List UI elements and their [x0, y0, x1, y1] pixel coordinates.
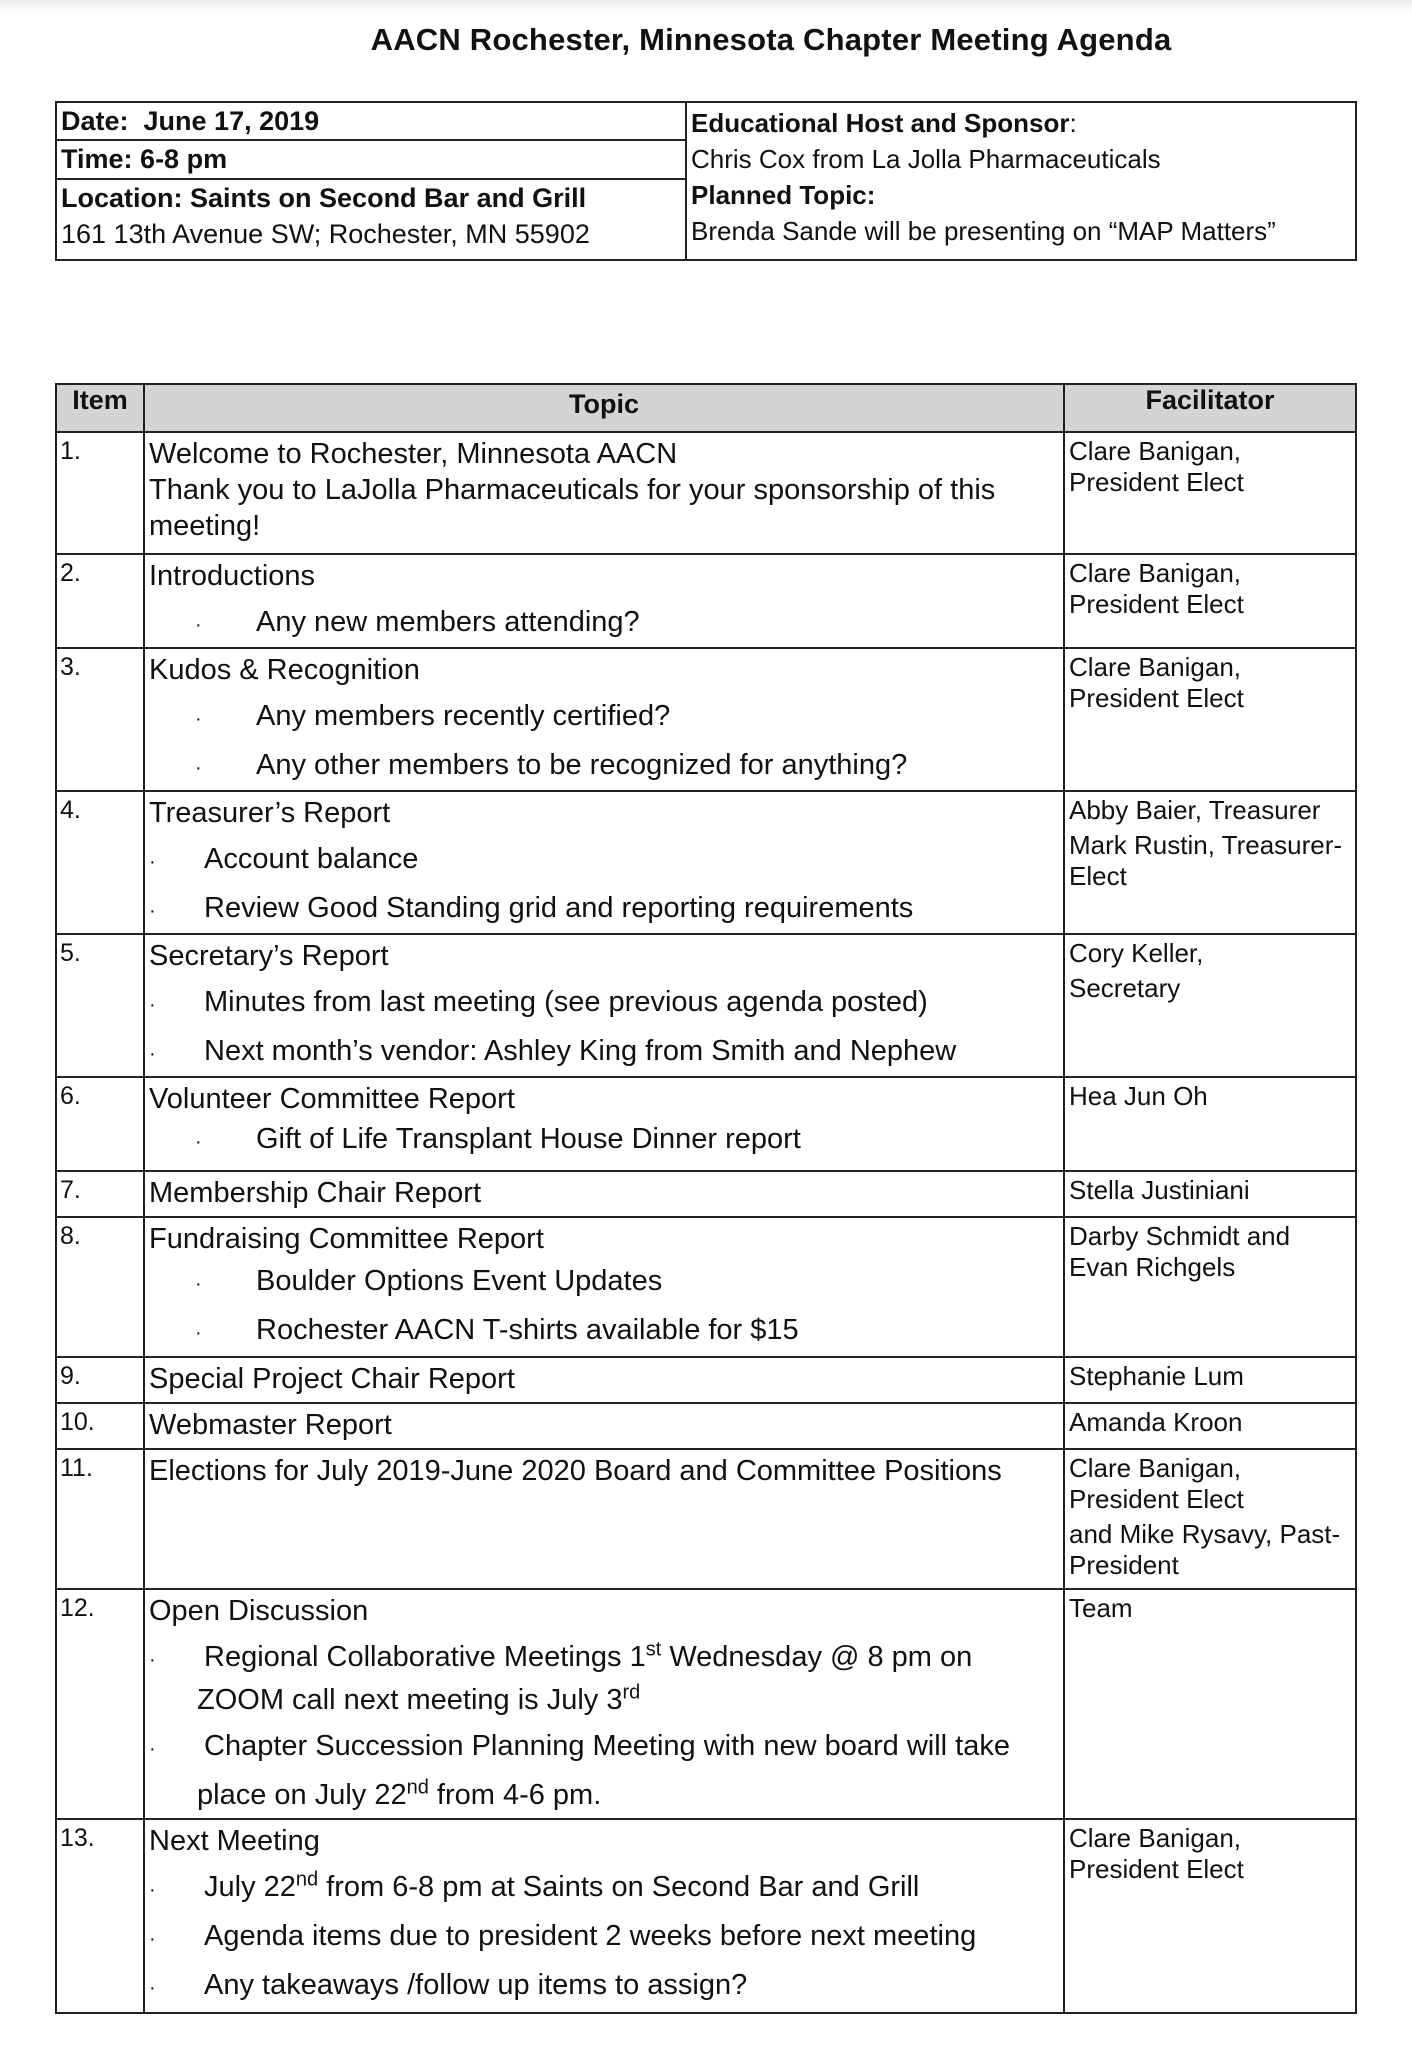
item-number: 9.: [56, 1357, 144, 1403]
address: 161 13th Avenue SW; Rochester, MN 55902: [61, 218, 590, 249]
table-row: [56, 1449, 1356, 1589]
header-facilitator: Facilitator: [1064, 384, 1356, 432]
table-row: [56, 1077, 1356, 1171]
item-number: 10.: [56, 1403, 144, 1449]
facilitator-cell: Hea Jun Oh: [1064, 1077, 1356, 1171]
topic-cell: Next Meeting · July 22nd from 6-8 pm at Saints on Second Bar and Grill · Agenda items due to president 2 weeks before next meeting · Any takeaways /follow up items to assign?: [144, 1819, 1064, 2013]
topic-cell: Special Project Chair Report: [144, 1357, 1064, 1403]
item-number: 2.: [56, 554, 144, 648]
location-cell: Location: Saints on Second Bar and Grill 161 13th Avenue SW; Rochester, MN 55902: [56, 179, 686, 260]
table-row: [56, 1357, 1356, 1403]
table-row: [56, 648, 1356, 791]
table-row: [56, 1589, 1356, 1819]
topic-cell: Elections for July 2019-June 2020 Board and Committee Positions: [144, 1449, 1064, 1589]
topic-cell: Fundraising Committee Report · Boulder Options Event Updates · Rochester AACN T-shirts available for $15: [144, 1217, 1064, 1357]
table-row: [56, 1217, 1356, 1357]
table-row: [56, 432, 1356, 554]
table-row: [56, 934, 1356, 1077]
topic-cell: Membership Chair Report: [144, 1171, 1064, 1217]
date-cell: Date: June 17, 2019: [56, 102, 686, 140]
table-row: [56, 1403, 1356, 1449]
facilitator-cell: Darby Schmidt and Evan Richgels: [1064, 1217, 1356, 1357]
facilitator-cell: Stella Justiniani: [1064, 1171, 1356, 1217]
table-row: [56, 791, 1356, 934]
facilitator-cell: Cory Keller, Secretary: [1064, 934, 1356, 1077]
facilitator-cell: Clare Banigan, President Elect and Mike Rysavy, Past- President: [1064, 1449, 1356, 1589]
table-row: [56, 554, 1356, 648]
topic-label: Planned Topic:: [691, 180, 876, 210]
facilitator-cell: Clare Banigan, President Elect: [1064, 648, 1356, 791]
item-number: 7.: [56, 1171, 144, 1217]
item-number: 11.: [56, 1449, 144, 1589]
item-number: 1.: [56, 432, 144, 554]
facilitator-cell: Clare Banigan, President Elect: [1064, 554, 1356, 648]
host-label: Educational Host and Sponsor: [691, 108, 1070, 138]
meeting-info-table: [55, 101, 1357, 261]
topic-cell: Kudos & Recognition · Any members recently certified? · Any other members to be recognized for anything?: [144, 648, 1064, 791]
item-number: 4.: [56, 791, 144, 934]
time-cell: Time: 6-8 pm: [56, 140, 686, 178]
table-row: [56, 1171, 1356, 1217]
facilitator-cell: Clare Banigan, President Elect: [1064, 1819, 1356, 2013]
header-item: Item: [56, 384, 144, 432]
topic-cell: Treasurer’s Report · Account balance · Review Good Standing grid and reporting requirements: [144, 791, 1064, 934]
topic-cell: Webmaster Report: [144, 1403, 1064, 1449]
item-number: 6.: [56, 1077, 144, 1171]
topic-value: Brenda Sande will be presenting on “MAP Matters”: [691, 216, 1276, 246]
table-row: [56, 1819, 1356, 2013]
item-number: 5.: [56, 934, 144, 1077]
item-number: 8.: [56, 1217, 144, 1357]
topic-cell: Open Discussion · Regional Collaborative Meetings 1st Wednesday @ 8 pm on ZOOM call next meeting is July 3rd · Chapter Succession Planning Meeting with new board will take place on July 22nd from 4-6 pm.: [144, 1589, 1064, 1819]
facilitator-cell: Amanda Kroon: [1064, 1403, 1356, 1449]
item-number: 3.: [56, 648, 144, 791]
page-title: AACN Rochester, Minnesota Chapter Meeting Agenda: [370, 22, 1172, 57]
topic-cell: Welcome to Rochester, Minnesota AACN Thank you to LaJolla Pharmaceuticals for your sponsorship of this meeting!: [144, 432, 1064, 554]
topic-cell: Introductions · Any new members attending?: [144, 554, 1064, 648]
host-topic-cell: Educational Host and Sponsor: Chris Cox from La Jolla Pharmaceuticals Planned Topic: Brenda Sande will be presenting on “MAP Matters”: [686, 102, 1356, 260]
top-shadow: [0, 0, 1412, 14]
facilitator-cell: Team: [1064, 1589, 1356, 1819]
facilitator-cell: Stephanie Lum: [1064, 1357, 1356, 1403]
topic-cell: Secretary’s Report · Minutes from last meeting (see previous agenda posted) · Next month’s vendor: Ashley King from Smith and Nephew: [144, 934, 1064, 1077]
item-number: 13.: [56, 1819, 144, 2013]
agenda-table: [55, 383, 1357, 2014]
header-topic: Topic: [144, 384, 1064, 432]
item-number: 12.: [56, 1589, 144, 1819]
host-value: Chris Cox from La Jolla Pharmaceuticals: [691, 144, 1161, 174]
facilitator-cell: Clare Banigan, President Elect: [1064, 432, 1356, 554]
facilitator-cell: Abby Baier, Treasurer Mark Rustin, Treasurer- Elect: [1064, 791, 1356, 934]
agenda-header-row: [56, 384, 1356, 432]
topic-cell: Volunteer Committee Report · Gift of Life Transplant House Dinner report: [144, 1077, 1064, 1171]
